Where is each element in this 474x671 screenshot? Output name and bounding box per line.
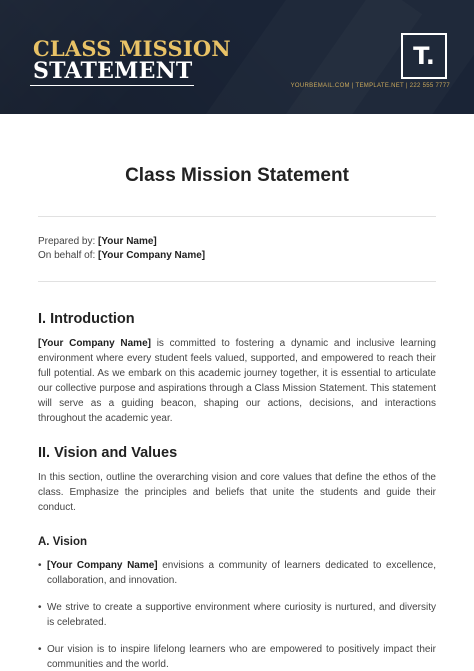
subheading-vision: A. Vision	[38, 536, 87, 548]
prepared-by-label: Prepared by:	[38, 236, 96, 247]
bullet-icon: •	[38, 560, 42, 571]
on-behalf-label: On behalf of:	[38, 250, 96, 261]
bullet-icon: •	[38, 644, 42, 655]
list-item	[38, 642, 436, 671]
bullet-bold: [Your Company Name]	[47, 560, 158, 571]
bullet-text: We strive to create a supportive environment where curiosity is nurtured, and diversity is celebrated.	[47, 602, 436, 628]
on-behalf-of	[38, 249, 205, 263]
on-behalf-value: [Your Company Name]	[98, 250, 206, 261]
introduction-text: is committed to fostering a dynamic and inclusive learning environment where every student feels valued, supported, and empowered to reach their full potential. As we embark on this academic journey together, it is essential to articulate our collective purpose and aspirations through a Class Mission Statement. This statement will serve as a guiding beacon, shaping our actions, decisions, and interactions throughout the academic year.	[38, 338, 436, 424]
page-title: Class Mission Statement	[125, 165, 349, 186]
bullet-icon: •	[38, 602, 42, 613]
list-item	[38, 600, 436, 630]
bullet-text: Our vision is to inspire lifelong learners who are empowered to positively impact their communities and the world.	[47, 644, 436, 670]
introduction-paragraph	[38, 336, 436, 426]
logo-letter: T.	[413, 42, 435, 70]
prepared-by-value: [Your Name]	[98, 236, 157, 247]
banner-title-line1: CLASS MISSION	[33, 36, 231, 61]
divider	[38, 281, 436, 282]
contact-line: YOURBEMAIL.COM | TEMPLATE.NET | 222 555 7777	[290, 83, 450, 89]
list-item	[38, 558, 436, 588]
banner-divider	[30, 85, 194, 86]
prepared-by	[38, 235, 157, 249]
header-banner	[0, 0, 474, 114]
bullet-text: envisions a community of learners dedicated to excellence, collaboration, and innovation.	[47, 560, 436, 586]
divider	[38, 216, 436, 217]
section-heading-vision-values: II. Vision and Values	[38, 445, 178, 461]
banner-title	[33, 38, 231, 82]
vision-values-paragraph: In this section, outline the overarching vision and core values that define the ethos of the class. Emphasize the principles and beliefs that unite the students and guide their conduct.	[38, 472, 436, 513]
template-logo-icon	[401, 33, 447, 79]
company-name: [Your Company Name]	[38, 338, 151, 349]
banner-title-line2: STATEMENT	[33, 58, 193, 84]
section-heading-introduction: I. Introduction	[38, 311, 135, 327]
